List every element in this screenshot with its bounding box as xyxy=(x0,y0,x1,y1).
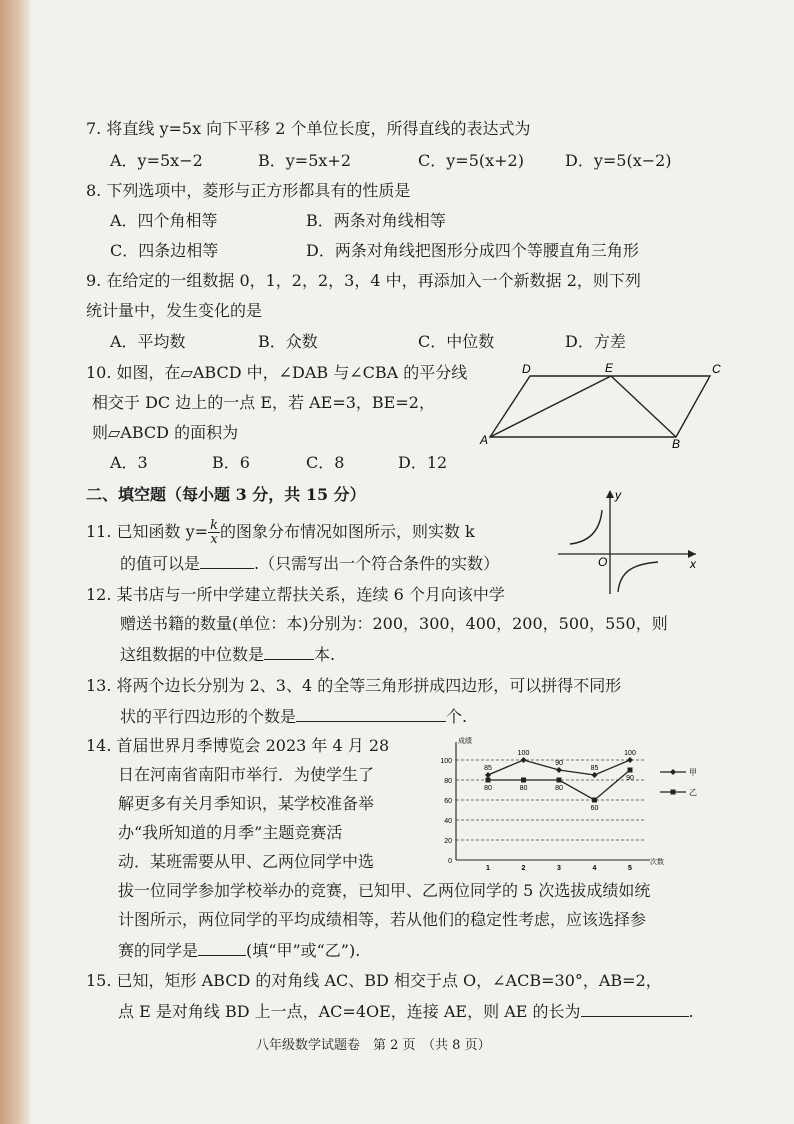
q15-answer-blank[interactable] xyxy=(581,1000,689,1017)
q14-line2: 日在河南省南阳市举行．为使学生了 xyxy=(118,765,375,784)
x-tick-label: 1 xyxy=(486,865,490,872)
q13-line2a: 状的平行四边形的个数是 xyxy=(120,707,297,726)
exam-page xyxy=(30,0,794,1124)
q11-fraction xyxy=(208,519,220,546)
hyperbola-figure xyxy=(554,486,704,596)
legend-marker xyxy=(670,769,676,775)
q14-line7: 计图所示，两位同学的平均成绩相等，若从他们的稳定性考虑，应该选择参 xyxy=(118,910,647,929)
x-tick-label: 5 xyxy=(628,865,632,872)
q10-option-a: A．3 xyxy=(110,453,148,472)
data-label: 85 xyxy=(484,765,492,772)
axis-x-label: x xyxy=(690,557,696,571)
q11-text-pre: 11. 已知函数 y= xyxy=(86,522,209,541)
q11-answer-blank[interactable] xyxy=(200,552,254,569)
series-point xyxy=(521,757,527,763)
data-label: 80 xyxy=(555,785,563,792)
x-tick-label: 2 xyxy=(521,865,526,872)
q15-line2b: . xyxy=(688,1002,694,1021)
series-point xyxy=(592,798,597,803)
y-tick-label: 100 xyxy=(440,758,452,765)
q7-stem: 7. 将直线 y=5x 向下平移 2 个单位长度，所得直线的表达式为 xyxy=(86,119,531,138)
legend-label: 甲 xyxy=(689,768,697,777)
q14-line1: 14. 首届世界月季博览会 2023 年 4 月 28 xyxy=(86,736,390,755)
q8-option-a: A．四个角相等 xyxy=(110,211,218,230)
q8-option-b: B．两条对角线相等 xyxy=(306,211,446,230)
x-tick-label: 4 xyxy=(592,865,597,872)
q12-line3b: 本. xyxy=(314,645,336,664)
label-b: B xyxy=(672,437,681,451)
parallelogram-figure xyxy=(478,358,721,451)
q15-line2a: 点 E 是对角线 BD 上一点，AC=4OE，连接 AE，则 AE 的长为 xyxy=(118,1002,581,1021)
hyperbola-branch-fourth-quadrant xyxy=(618,562,658,592)
q9-option-d: D．方差 xyxy=(565,332,626,351)
data-label: 85 xyxy=(590,765,599,772)
series-point xyxy=(485,772,491,778)
q8-stem: 8. 下列选项中，菱形与正方形都具有的性质是 xyxy=(86,181,411,200)
series-point xyxy=(557,778,562,783)
y-tick-label: 40 xyxy=(444,818,452,825)
data-label: 90 xyxy=(555,760,563,767)
label-c: C xyxy=(712,362,721,376)
q11-frac-den: x xyxy=(210,532,218,547)
series-point xyxy=(627,757,633,763)
data-label: 100 xyxy=(624,750,636,757)
data-label: 80 xyxy=(484,785,492,792)
y-axis-title: 成绩 xyxy=(458,738,472,745)
q7-option-a: A．y=5x−2 xyxy=(110,151,203,170)
data-label: 100 xyxy=(517,750,530,757)
data-label: 60 xyxy=(590,805,599,812)
data-label: 90 xyxy=(626,775,634,782)
q13-line2 xyxy=(120,705,467,728)
data-label: 80 xyxy=(519,785,528,792)
q7-option-b: B．y=5x+2 xyxy=(258,151,351,170)
axis-y-label: y xyxy=(615,488,621,502)
q14-line8a: 赛的同学是 xyxy=(118,941,199,960)
y-tick-label: 60 xyxy=(444,798,452,805)
section-fill-in-title: 二、填空题（每小题 3 分，共 15 分） xyxy=(86,485,366,504)
q14-line8b: (填“甲”或“乙”). xyxy=(246,941,361,960)
q14-line4: 办“我所知道的月季”主题竞赛活 xyxy=(118,823,343,842)
q15-line2 xyxy=(118,1000,694,1023)
series-point xyxy=(556,767,562,773)
series-point xyxy=(486,778,491,783)
q12-line3a: 这组数据的中位数是 xyxy=(120,645,265,664)
book-spine xyxy=(0,0,30,1124)
q12-line2: 赠送书籍的数量(单位：本)分别为：200，300，400，200，500，550，则 xyxy=(120,614,668,633)
q10-stem-line1: 10. 如图，在▱ABCD 中，∠DAB 与∠CBA 的平分线 xyxy=(86,363,468,382)
q10-option-b: B．6 xyxy=(212,453,250,472)
q10-stem-line3: 则▱ABCD 的面积为 xyxy=(92,423,239,442)
q13-line2b: 个. xyxy=(446,707,468,726)
q9-option-a: A．平均数 xyxy=(110,332,186,351)
chart-series xyxy=(484,750,636,812)
q13-answer-blank[interactable] xyxy=(296,705,446,722)
q11-line1 xyxy=(86,514,475,550)
label-d: D xyxy=(522,362,531,376)
legend-marker xyxy=(671,790,676,795)
series-point xyxy=(592,772,598,778)
hyperbola-branch-second-quadrant xyxy=(570,510,602,544)
q9-option-c: C．中位数 xyxy=(418,332,495,351)
q12-answer-blank[interactable] xyxy=(264,643,314,660)
score-line-chart xyxy=(396,734,716,874)
origin-label: O xyxy=(598,555,608,569)
q13-line1: 13. 将两个边长分别为 2、3、4 的全等三角形拼成四边形，可以拼得不同形 xyxy=(86,676,622,695)
q10-stem-line2: 相交于 DC 边上的一点 E，若 AE=3，BE=2， xyxy=(92,393,435,412)
segment-be xyxy=(611,376,676,437)
parallelogram-abcd xyxy=(490,376,710,437)
q14-line3: 解更多有关月季知识，某学校准备举 xyxy=(118,794,375,813)
q11-text-post: 的图象分布情况如图所示，则实数 k xyxy=(219,522,475,541)
q10-option-d: D．12 xyxy=(398,453,448,472)
q9-stem-line1: 9. 在给定的一组数据 0，1，2，2，3，4 中，再添加入一个新数据 2，则下列 xyxy=(86,271,641,290)
legend-label: 乙 xyxy=(689,788,697,797)
q11-frac-num: k xyxy=(210,518,218,533)
q11-line2 xyxy=(120,552,499,575)
label-a: A xyxy=(480,433,489,447)
page-footer: 八年级数学试题卷 第 2 页 （共 8 页） xyxy=(256,1038,491,1053)
q11-line2a: 的值可以是 xyxy=(120,554,201,573)
q14-line6: 拔一位同学参加学校举办的竞赛，已知甲、乙两位同学的 5 次选拔成绩如统 xyxy=(118,881,651,900)
chart-legend xyxy=(660,768,697,797)
q15-line1: 15. 已知，矩形 ABCD 的对角线 AC、BD 相交于点 O，∠ACB=30°，AB=2， xyxy=(86,971,662,990)
chart-grid xyxy=(456,760,646,840)
series-point xyxy=(521,778,526,783)
series-point xyxy=(628,768,633,773)
x-tick-label: 3 xyxy=(557,865,561,872)
y-tick-label: 20 xyxy=(444,838,452,845)
q12-line1: 12. 某书店与一所中学建立帮扶关系，连续 6 个月向该中学 xyxy=(86,585,505,604)
q14-line5: 动．某班需要从甲、乙两位同学中选 xyxy=(118,852,375,871)
q8-option-c: C．四条边相等 xyxy=(110,241,219,260)
y-axis-arrow xyxy=(606,490,614,498)
q10-option-c: C．8 xyxy=(306,453,345,472)
q11-line2b: .（只需写出一个符合条件的实数） xyxy=(254,554,500,573)
label-e: E xyxy=(605,361,614,375)
y-tick-label: 80 xyxy=(444,778,452,785)
q9-option-b: B．众数 xyxy=(258,332,318,351)
q8-option-d: D．两条对角线把图形分成四个等腰直角三角形 xyxy=(306,241,639,260)
x-axis-title: 次数 xyxy=(650,859,664,866)
q7-option-d: D．y=5(x−2) xyxy=(565,151,672,170)
q14-line8 xyxy=(118,939,360,962)
q12-line3 xyxy=(120,643,335,666)
segment-ae xyxy=(490,376,611,437)
y-tick-label: 0 xyxy=(448,858,452,865)
q7-option-c: C．y=5(x+2) xyxy=(418,151,524,170)
q9-stem-line2: 统计量中，发生变化的是 xyxy=(86,301,263,320)
q14-answer-blank[interactable] xyxy=(198,939,246,956)
